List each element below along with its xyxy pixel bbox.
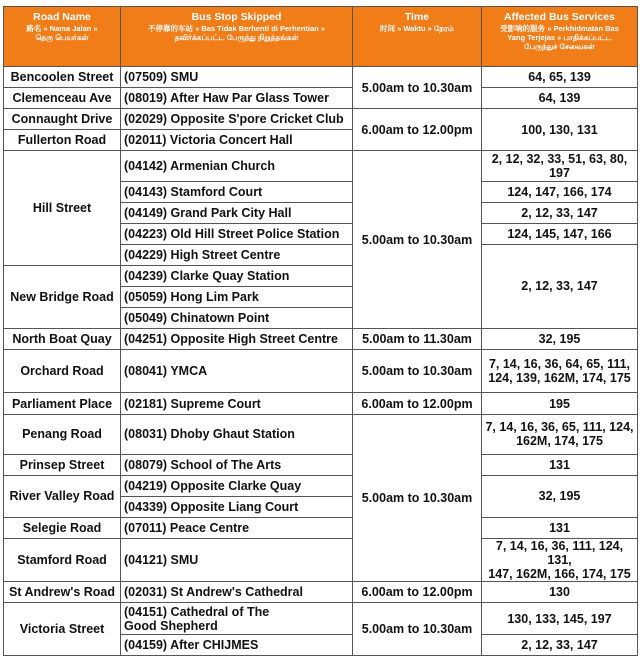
bus-stop-cell: (08019) After Haw Par Glass Tower <box>121 88 353 109</box>
bus-stop-cell: (08031) Dhoby Ghaut Station <box>121 414 353 454</box>
bus-stop-cell: (02011) Victoria Concert Hall <box>121 130 353 151</box>
services-cell: 2, 12, 33, 147 <box>482 244 638 328</box>
services-cell: 131 <box>482 454 638 475</box>
services-cell: 7, 14, 16, 36, 64, 65, 111, 124, 139, 162M, 174, 175 <box>482 350 638 393</box>
bus-stop-cell: (04143) Stamford Court <box>121 181 353 202</box>
services-cell: 64, 139 <box>482 88 638 109</box>
bus-stop-table <box>3 6 638 656</box>
services-cell: 124, 147, 166, 174 <box>482 181 638 202</box>
time-cell: 5.00am to 10.30am <box>353 67 482 109</box>
road-name-cell: Orchard Road <box>4 350 121 393</box>
bus-stop-cell: (05059) Hong Lim Park <box>121 286 353 307</box>
services-cell: 7, 14, 16, 36, 65, 111, 124, 162M, 174, 175 <box>482 414 638 454</box>
bus-stop-cell: (04219) Opposite Clarke Quay <box>121 475 353 496</box>
time-cell: 6.00am to 12.00pm <box>353 393 482 414</box>
road-name-cell: New Bridge Road <box>4 265 121 328</box>
table-row <box>4 109 638 130</box>
services-cell: 2, 12, 33, 147 <box>482 634 638 655</box>
table-row <box>4 582 638 603</box>
bus-stop-cell: (04159) After CHIJMES <box>121 634 353 655</box>
services-cell: 195 <box>482 393 638 414</box>
services-cell: 32, 195 <box>482 329 638 350</box>
bus-stop-cell: (04142) Armenian Church <box>121 151 353 181</box>
table-row <box>4 414 638 454</box>
road-name-cell: Bencoolen Street <box>4 67 121 88</box>
header-time: Time 时间 » Waktu » நேரம் <box>353 7 482 67</box>
time-cell: 6.00am to 12.00pm <box>353 109 482 151</box>
table-row <box>4 329 638 350</box>
road-name-cell: Selegie Road <box>4 518 121 539</box>
table-row <box>4 151 638 181</box>
bus-stop-cell: (04339) Opposite Liang Court <box>121 496 353 517</box>
road-name-cell: Victoria Street <box>4 603 121 656</box>
road-name-cell: Clemenceau Ave <box>4 88 121 109</box>
road-name-cell: Parliament Place <box>4 393 121 414</box>
services-cell: 2, 12, 33, 147 <box>482 202 638 223</box>
bus-stop-cell: (05049) Chinatown Point <box>121 308 353 329</box>
table-row <box>4 88 638 109</box>
table-row <box>4 67 638 88</box>
bus-stop-cell: (04251) Opposite High Street Centre <box>121 329 353 350</box>
bus-stop-cell: (04121) SMU <box>121 539 353 582</box>
road-name-cell: River Valley Road <box>4 475 121 517</box>
road-name-cell: Penang Road <box>4 414 121 454</box>
bus-stop-cell: (08041) YMCA <box>121 350 353 393</box>
services-cell: 130 <box>482 582 638 603</box>
services-cell: 64, 65, 139 <box>482 67 638 88</box>
table-row <box>4 393 638 414</box>
road-name-cell: Stamford Road <box>4 539 121 582</box>
time-cell: 5.00am to 10.30am <box>353 350 482 393</box>
services-cell: 7, 14, 16, 36, 111, 124, 131, 147, 162M, 166, 174, 175 <box>482 539 638 582</box>
header-affected-services: Affected Bus Services 受影响的服务 » Perkhidmatan Bas Yang Terjejas » பாதிக்கப்பட்ட பேருந்துச் சேவைகள் <box>482 7 638 67</box>
services-cell: 130, 133, 145, 197 <box>482 603 638 634</box>
table-row <box>4 475 638 496</box>
time-cell: 5.00am to 10.30am <box>353 414 482 582</box>
header-bus-stop-skipped: Bus Stop Skipped 不停靠的车站 » Bas Tidak Berhenti di Perhentian » தவிர்க்கப்பட்ட பேருந்து நிறுத்தங்கள் <box>121 7 353 67</box>
table-row <box>4 454 638 475</box>
bus-stop-cell: (02181) Supreme Court <box>121 393 353 414</box>
bus-stop-cell: (08079) School of The Arts <box>121 454 353 475</box>
table-row <box>4 539 638 582</box>
header-road-name: Road Name 路名 » Nama Jalan » தெரு பெயர்கள் <box>4 7 121 67</box>
road-name-cell: Hill Street <box>4 151 121 266</box>
time-cell: 5.00am to 11.30am <box>353 329 482 350</box>
services-cell: 32, 195 <box>482 475 638 517</box>
bus-stop-cell: (04149) Grand Park City Hall <box>121 202 353 223</box>
bus-stop-cell: (04151) Cathedral of The Good Shepherd <box>121 603 353 634</box>
road-name-cell: North Boat Quay <box>4 329 121 350</box>
time-cell: 6.00am to 12.00pm <box>353 582 482 603</box>
bus-stop-cell: (07011) Peace Centre <box>121 518 353 539</box>
road-name-cell: Connaught Drive <box>4 109 121 130</box>
services-cell: 131 <box>482 518 638 539</box>
road-name-cell: St Andrew's Road <box>4 582 121 603</box>
bus-stop-cell: (02029) Opposite S'pore Cricket Club <box>121 109 353 130</box>
bus-stop-cell: (07509) SMU <box>121 67 353 88</box>
bus-stop-cell: (02031) St Andrew's Cathedral <box>121 582 353 603</box>
bus-stop-cell: (04229) High Street Centre <box>121 244 353 265</box>
table-row <box>4 603 638 634</box>
services-cell: 100, 130, 131 <box>482 109 638 151</box>
table-row <box>4 350 638 393</box>
header-row <box>4 7 638 67</box>
bus-stop-cell: (04223) Old Hill Street Police Station <box>121 223 353 244</box>
time-cell: 5.00am to 10.30am <box>353 151 482 329</box>
road-name-cell: Fullerton Road <box>4 130 121 151</box>
bus-stop-cell: (04239) Clarke Quay Station <box>121 265 353 286</box>
services-cell: 124, 145, 147, 166 <box>482 223 638 244</box>
table-row <box>4 518 638 539</box>
time-cell: 5.00am to 10.30am <box>353 603 482 656</box>
road-name-cell: Prinsep Street <box>4 454 121 475</box>
services-cell: 2, 12, 32, 33, 51, 63, 80, 197 <box>482 151 638 181</box>
